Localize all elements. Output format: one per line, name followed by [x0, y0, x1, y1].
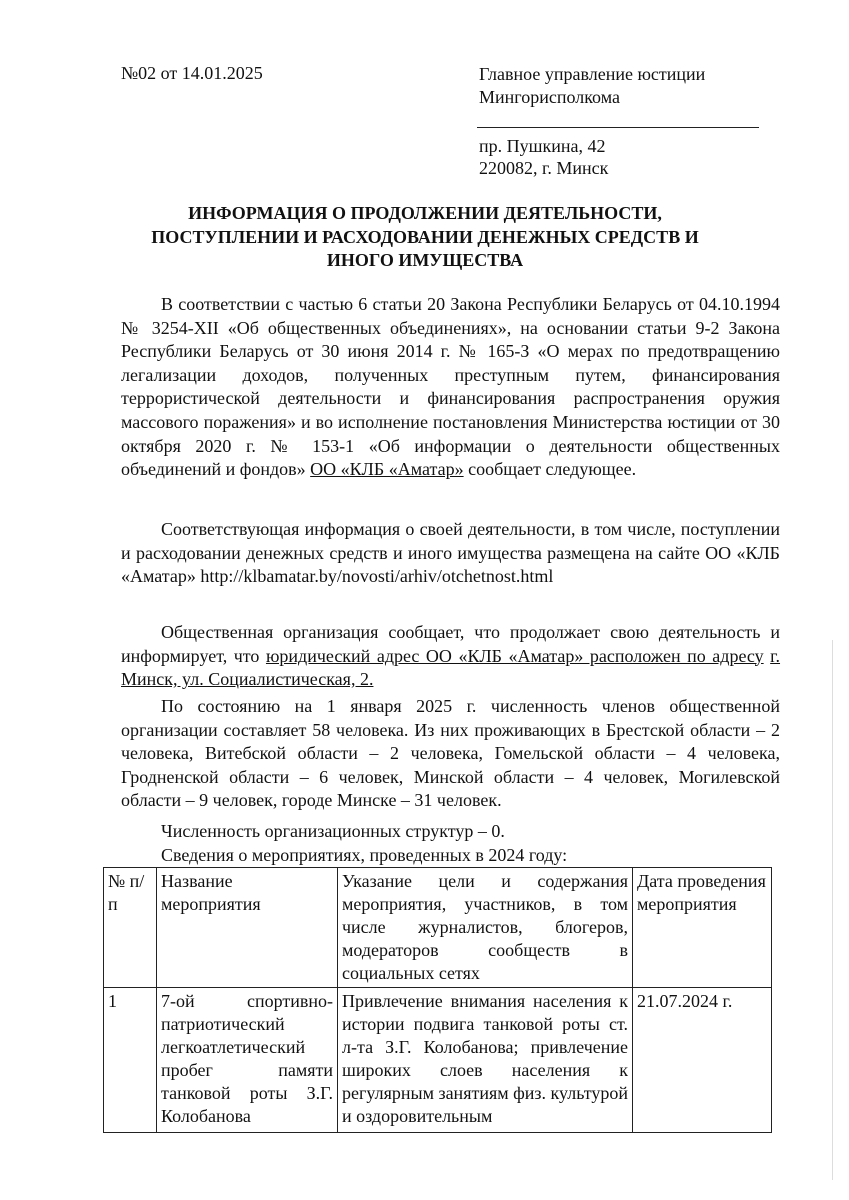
cell-event-name: 7-ой спортивно-патриотический легкоатлетический пробег памяти танковой роты З.Г. Колобанова — [157, 988, 338, 1133]
address-city: 220082, г. Минск — [479, 158, 609, 178]
paragraph-membership: По состоянию на 1 января 2025 г. численность членов общественной организации составляет 58 человека. Из них проживающих в Брестской области – 2 человека, Витебской области – 2 человека, Гомельской области – 4 человека, Гродненской области – 6 человек, Минской области – 4 человек, Могилевской области – 9 человек, городе Минске – 31 человек. — [121, 696, 780, 811]
document-title — [130, 202, 720, 273]
legal-address-text: Общественная организация сообщает, что продолжает свою деятельность и информирует, что — [121, 622, 780, 666]
legal-basis-text: В соответствии с частью 6 статьи 20 Закона Республики Беларусь от 04.10.1994 № 3254-XII «Об общественных объединениях», на основании статьи 9-2 Закона Республики Беларусь от 30 июня 2014 г. № 165-З «О мерах по предотвращению легализации доходов, полученных преступным путем, финансирования террористической деятельности и финансирования распространения оружия массового поражения» и во исполнение постановления Министерства юстиции от 30 октября 2020 г. № 153-1 «Об информации о деятельности общественных объединений и фондов» — [121, 294, 780, 480]
title-line-3: ИНОГО ИМУЩЕСТВА — [326, 250, 524, 270]
paragraph-website-info — [121, 518, 780, 589]
header-num: № п/п — [104, 868, 157, 988]
header-date: Дата проведения мероприятия — [633, 868, 772, 988]
table-header-row — [104, 868, 772, 988]
paragraph-legal-basis — [121, 293, 780, 482]
paragraph-events-intro: Сведения о мероприятиях, проведенных в 2024 году: — [161, 845, 568, 865]
address-block — [479, 135, 608, 179]
addressee-block — [479, 63, 705, 109]
legal-address-value: г. Минск, ул. Социалистическая, 2. — [121, 645, 781, 690]
organization-name: ОО «КЛБ «Аматар» — [310, 459, 464, 480]
addressee-line-1: Главное управление юстиции — [479, 64, 706, 84]
table-row — [104, 988, 772, 1133]
header-goal: Указание цели и содержания мероприятия, участников, в том числе журналистов, блогеров, модераторов сообществ в социальных сетях — [338, 868, 633, 988]
address-street: пр. Пушкина, 42 — [479, 136, 606, 156]
cell-goal: Привлечение внимания населения к истории подвига танковой роты ст. л-та З.Г. Колобанова; привлечение широких слоев населения к регулярным занятиям физ. культурой и оздоровительным — [338, 988, 633, 1133]
legal-address-label: юридический адрес ОО «КЛБ «Аматар» расположен по адресу — [265, 645, 764, 666]
website-url[interactable]: http://klbamatar.by/novosti/arhiv/otchetnost.html — [200, 566, 554, 587]
title-line-2: ПОСТУПЛЕНИИ И РАСХОДОВАНИИ ДЕНЕЖНЫХ СРЕДСТВ И — [151, 226, 699, 247]
addressee-line-2: Мингорисполкома — [479, 87, 620, 107]
title-line-1: ИНФОРМАЦИЯ О ПРОДОЛЖЕНИИ ДЕЯТЕЛЬНОСТИ, — [188, 203, 662, 223]
paragraph-legal-address — [121, 621, 780, 692]
address-separator-line — [477, 127, 759, 128]
legal-basis-tail: сообщает следующее. — [468, 459, 637, 480]
header-event-name: Название мероприятия — [157, 868, 338, 988]
scan-edge-line — [832, 640, 833, 1180]
paragraph-structures: Численность организационных структур – 0. — [161, 821, 505, 841]
cell-num: 1 — [104, 988, 157, 1133]
cell-date: 21.07.2024 г. — [633, 988, 772, 1133]
events-table — [103, 867, 772, 1133]
document-number: №02 от 14.01.2025 — [121, 63, 263, 83]
website-info-text: Соответствующая информация о своей деятельности, в том числе, поступлении и расходовании денежных средств и иного имущества размещена на сайте ОО «КЛБ «Аматар» — [121, 519, 780, 587]
